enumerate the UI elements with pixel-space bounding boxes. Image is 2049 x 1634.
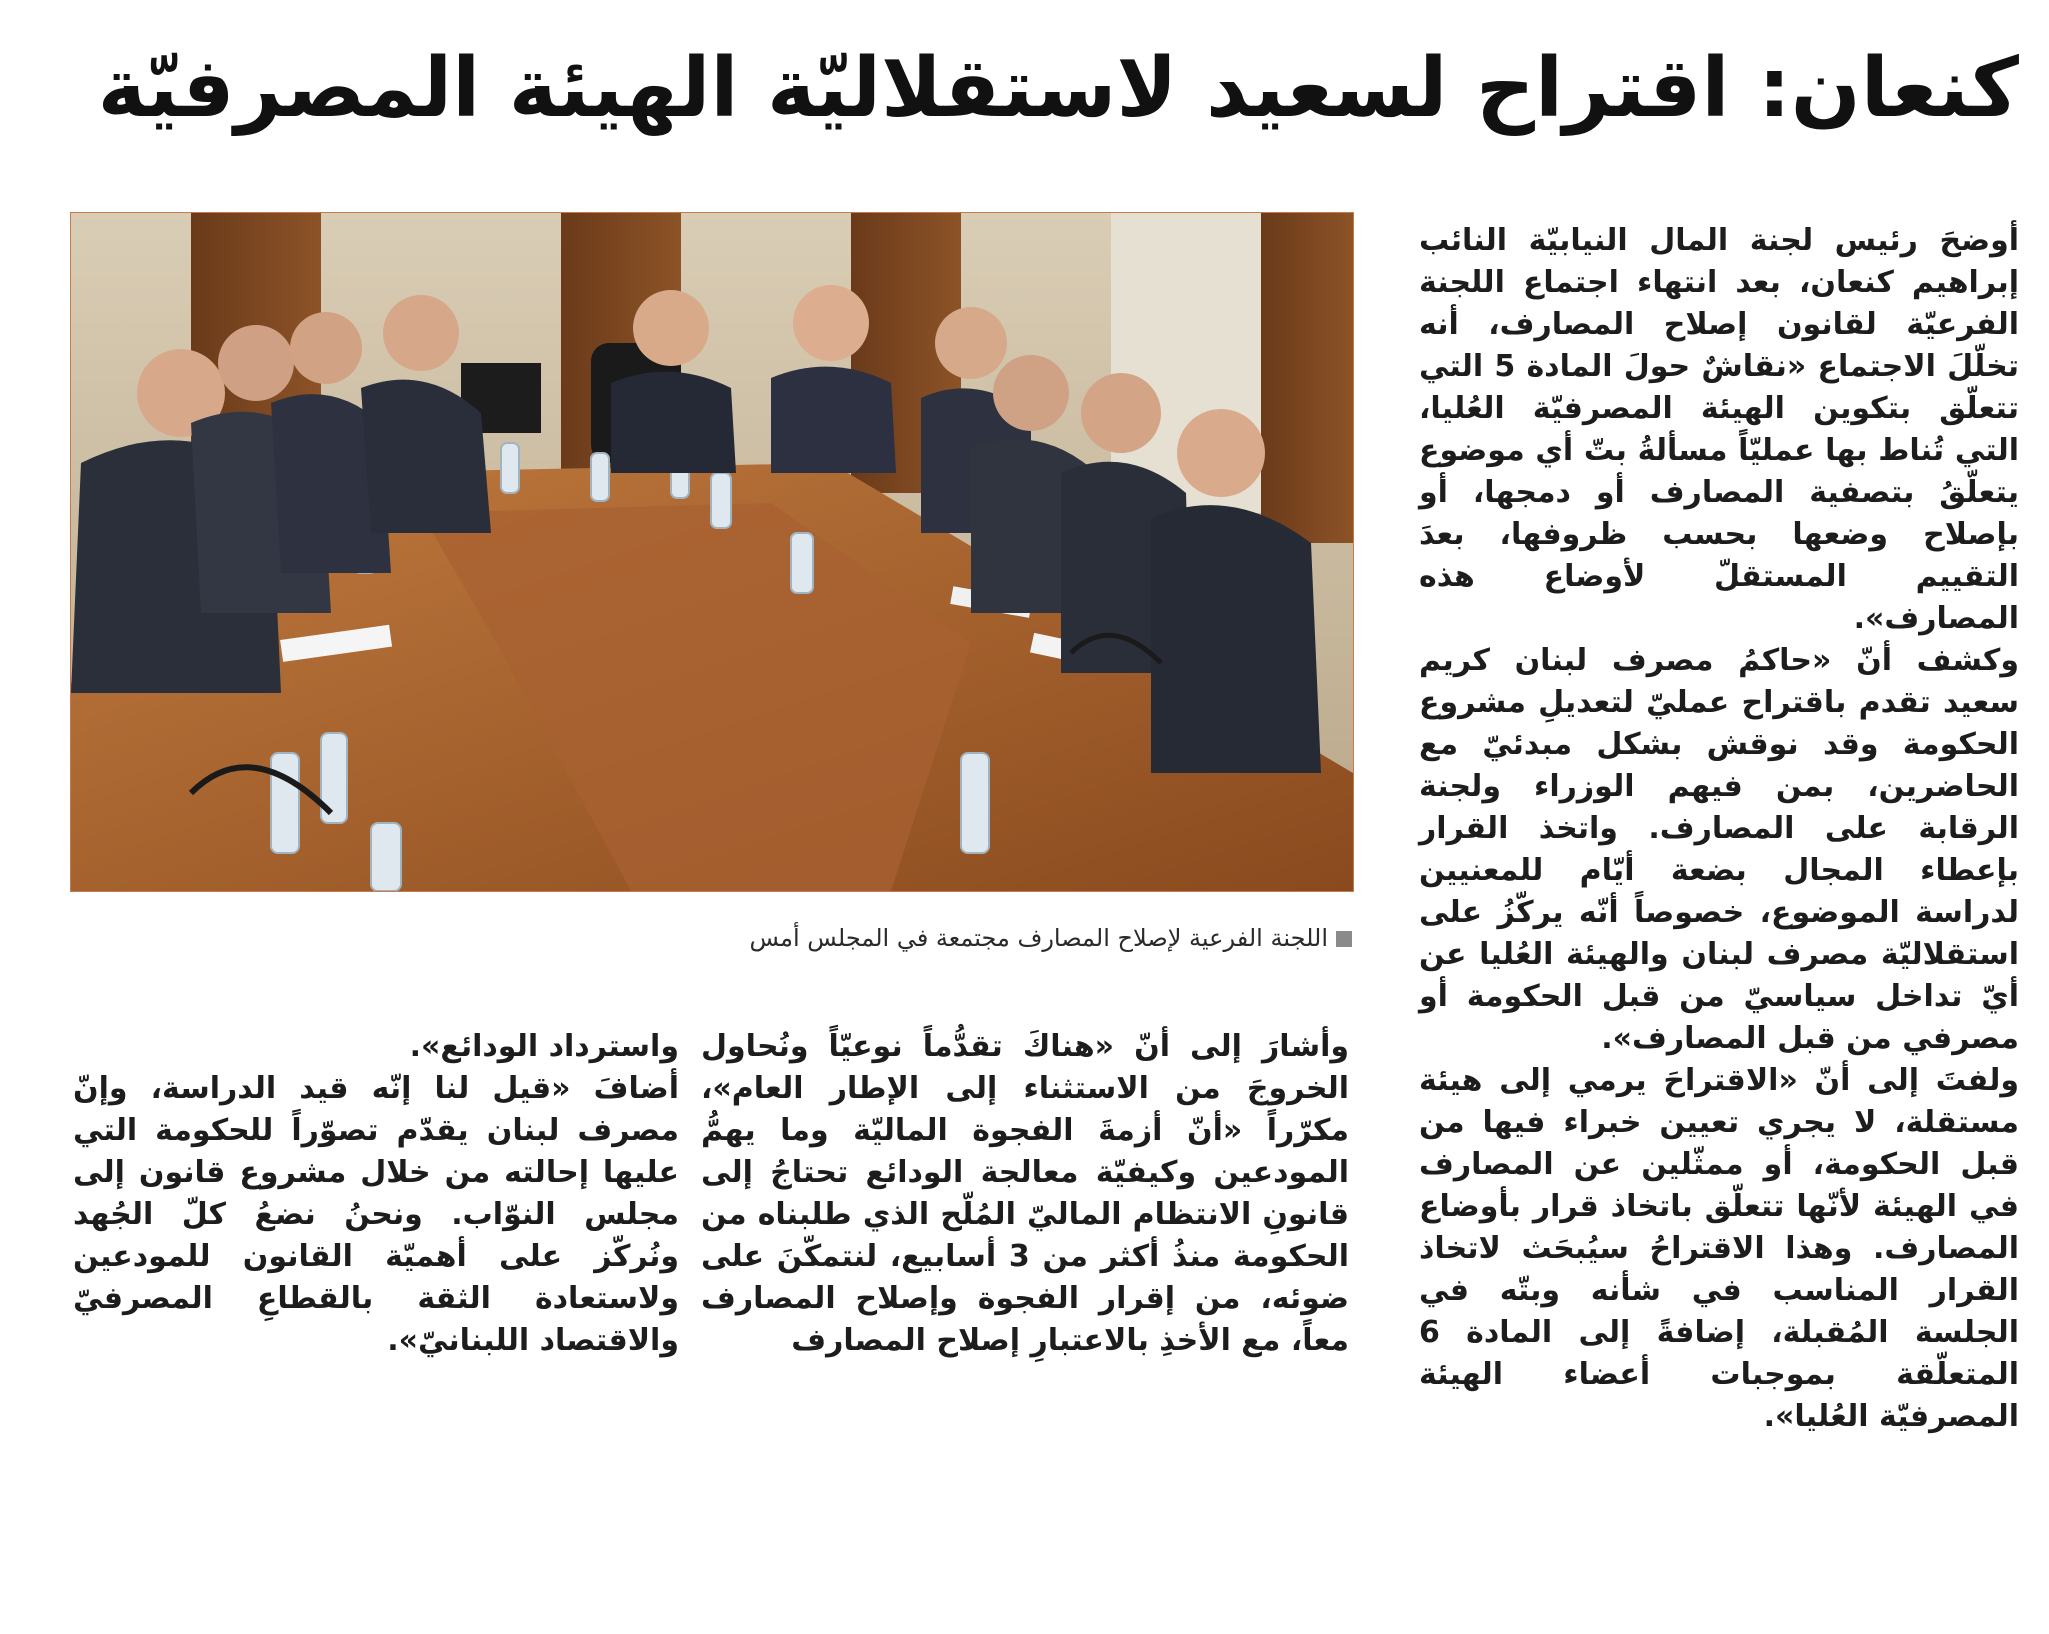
article-column-2	[701, 1026, 1349, 1362]
paragraph: وأشارَ إلى أنّ «هناكَ تقدُّماً نوعيّاً ونُحاول الخروجَ من الاستثناء إلى الإطار العام»، مكرّراً «أنّ أزمةَ الفجوة الماليّة وما يهمُّ المودعين وكيفيّة معالجة الودائع تحتاجُ إلى قانونِ الانتظام الماليّ المُلّح الذي طلبناه من الحكومة منذُ أكثر من 3 أسابيع، لنتمكّنَ على ضوئه، من إقرار الفجوة وإصلاح المصارف معاً، مع الأخذِ بالاعتبارِ إصلاح المصارف	[701, 1029, 1350, 1358]
paragraph: ولفتَ إلى أنّ «الاقتراحَ يرمي إلى هيئة مستقلة، لا يجري تعيين خبراء فيها من قبل الحكومة، أو ممثّلين عن المصارف في الهيئة لأنّها تتعلّق باتخاذ قرار بأوضاع المصارف. وهذا الاقتراحُ سيُبحَث لاتخاذ القرار المناسب في شأنه وبتّه في الجلسة المُقبلة، إضافةً إلى المادة 6 المتعلّقة بموجبات أعضاء الهيئة المصرفيّة العُليا».	[1419, 1063, 2019, 1434]
paragraph: واسترداد الودائع».	[409, 1029, 679, 1064]
paragraph: أضافَ «قيل لنا إنّه قيد الدراسة، وإنّ مصرف لبنان يقدّم تصوّراً للحكومة التي عليها إحالته من خلال مشروع قانون إلى مجلس النوّاب. ونحنُ نضعُ كلّ الجُهد ونُركّز على أهميّة القانون للمودعين ولاستعادة الثقة بالقطاعِ المصرفيّ والاقتصاد اللبنانيّ».	[73, 1071, 679, 1358]
headline: كنعان: اقتراح لسعيد لاستقلاليّة الهيئة المصرفيّة	[97, 41, 2019, 136]
meeting-photo	[70, 212, 1354, 892]
article-column-1	[1419, 220, 2019, 1438]
caption-square-icon	[1336, 931, 1352, 947]
paragraph: وكشف أنّ «حاكمُ مصرف لبنان كريم سعيد تقدم باقتراح عمليّ لتعديلِ مشروع الحكومة وقد نوقش بشكل مبدئيّ مع الحاضرين، بمن فيهم الوزراء ولجنة الرقابة على المصارف. واتخذ القرار بإعطاء المجال بضعة أيّام للمعنيين لدراسة الموضوع، خصوصاً أنّه يركّزُ على استقلاليّة مصرف لبنان والهيئة العُليا عن أيّ تداخل سياسيّ من قبل الحكومة أو مصرفي من قبل المصارف».	[1419, 643, 2019, 1056]
caption-text: اللجنة الفرعية لإصلاح المصارف مجتمعة في المجلس أمس	[749, 924, 1328, 952]
paragraph: أوضحَ رئيس لجنة المال النيابيّة النائب إبراهيم كنعان، بعد انتهاء اجتماع اللجنة الفرعيّة لقانون إصلاح المصارف، أنه تخلّلَ الاجتماع «نقاشٌ حولَ المادة 5 التي تتعلّق بتكوين الهيئة المصرفيّة العُليا، التي تُناط بها عمليّاً مسألةُ بتّ أي موضوع يتعلّقُ بتصفية المصارف أو دمجها، أو بإصلاح وضعها بحسب ظروفها، بعدَ التقييم المستقلّ لأوضاع هذه المصارف».	[1419, 223, 2019, 636]
article-column-3	[73, 1026, 679, 1362]
photo-caption	[652, 922, 1352, 954]
